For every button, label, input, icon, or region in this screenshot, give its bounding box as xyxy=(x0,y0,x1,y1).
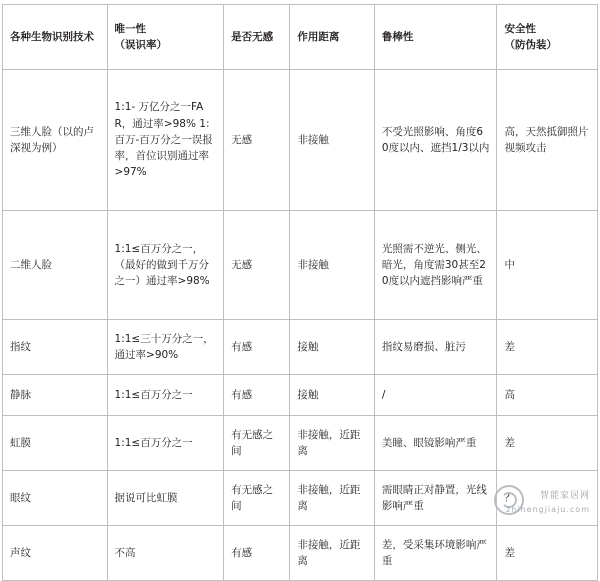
cell-uniqueness: 1:1≤三十万分之一，通过率>90% xyxy=(107,320,224,375)
cell-distance: 接触 xyxy=(290,375,374,416)
header-cell-uniqueness xyxy=(107,5,224,70)
cell-tech: 二维人脸 xyxy=(3,211,108,320)
cell-robustness: 美瞳、眼镜影响严重 xyxy=(374,416,497,471)
cell-robustness: 指纹易磨损、脏污 xyxy=(374,320,497,375)
cell-tech: 虹膜 xyxy=(3,416,108,471)
header-cell-robustness xyxy=(374,5,497,70)
header-cell-touchless xyxy=(224,5,290,70)
cell-distance: 非接触，近距离 xyxy=(290,526,374,581)
table-row xyxy=(3,211,598,320)
cell-uniqueness: 1:1≤百万分之一 xyxy=(107,375,224,416)
watermark-line2: zhinengjiaju.com xyxy=(506,505,590,514)
cell-touchless: 无感 xyxy=(224,70,290,211)
header-security-line2: （防伪装） xyxy=(504,39,557,51)
cell-tech: 眼纹 xyxy=(3,471,108,526)
cell-security: 差 xyxy=(497,526,598,581)
cell-security: 差 xyxy=(497,320,598,375)
cell-uniqueness: 1:1- 万亿分之一FAR，通过率>98% 1:百万-百万分之一误报率，首位识别通过率>97% xyxy=(107,70,224,211)
header-cell-distance xyxy=(290,5,374,70)
cell-touchless: 无感 xyxy=(224,211,290,320)
cell-distance: 非接触，近距离 xyxy=(290,471,374,526)
cell-robustness: 需眼睛正对静置，光线影响严重 xyxy=(374,471,497,526)
cell-uniqueness: 据说可比虹膜 xyxy=(107,471,224,526)
cell-security: 高，天然抵御照片视频攻击 xyxy=(497,70,598,211)
cell-distance: 非接触 xyxy=(290,211,374,320)
cell-distance: 非接触 xyxy=(290,70,374,211)
cell-tech: 声纹 xyxy=(3,526,108,581)
cell-uniqueness: 不高 xyxy=(107,526,224,581)
header-touchless-line1: 是否无感 xyxy=(231,30,274,43)
cell-distance: 非接触，近距离 xyxy=(290,416,374,471)
header-cell-tech xyxy=(3,5,108,70)
cell-robustness: 光照需不逆光、侧光、暗光，角度需30甚至20度以内遮挡影响严重 xyxy=(374,211,497,320)
table-row xyxy=(3,375,598,416)
cell-distance: 接触 xyxy=(290,320,374,375)
cell-robustness: 不受光照影响、角度60度以内、遮挡1/3以内 xyxy=(374,70,497,211)
header-distance-line1: 作用距离 xyxy=(297,30,340,43)
header-tech-line1: 各种生物识别技术 xyxy=(10,30,94,43)
table-header-row xyxy=(3,5,598,70)
table-row xyxy=(3,416,598,471)
cell-uniqueness: 1:1≤百万分之一 xyxy=(107,416,224,471)
cell-robustness: 差，受采集环境影响严重 xyxy=(374,526,497,581)
cell-security: 高 xyxy=(497,375,598,416)
header-security-line1: 安全性 xyxy=(504,22,536,35)
header-uniqueness-line2: （误识率） xyxy=(114,39,168,51)
cell-touchless: 有感 xyxy=(224,320,290,375)
cell-tech: 指纹 xyxy=(3,320,108,375)
cell-touchless: 有感 xyxy=(224,375,290,416)
cell-robustness: / xyxy=(374,375,497,416)
header-cell-security xyxy=(497,5,598,70)
cell-security: 中 xyxy=(497,211,598,320)
cell-uniqueness: 1:1≤百万分之一，（最好的做到千万分之一）通过率>98% xyxy=(107,211,224,320)
header-uniqueness-line1: 唯一性 xyxy=(114,22,147,35)
table-row xyxy=(3,70,598,211)
cell-touchless: 有感 xyxy=(224,526,290,581)
cell-tech: 静脉 xyxy=(3,375,108,416)
cell-security: 差 xyxy=(497,416,598,471)
table-header xyxy=(3,5,598,70)
cell-touchless: 有无感之间 xyxy=(224,471,290,526)
cell-touchless: 有无感之间 xyxy=(224,416,290,471)
watermark-line1: 智能家居网 xyxy=(539,491,590,501)
header-robustness-line1: 鲁棒性 xyxy=(381,30,414,43)
cell-tech: 三维人脸（以的卢深视为例） xyxy=(3,70,108,211)
table-row xyxy=(3,526,598,581)
table-row xyxy=(3,320,598,375)
cell-security: ？ xyxy=(497,471,598,526)
